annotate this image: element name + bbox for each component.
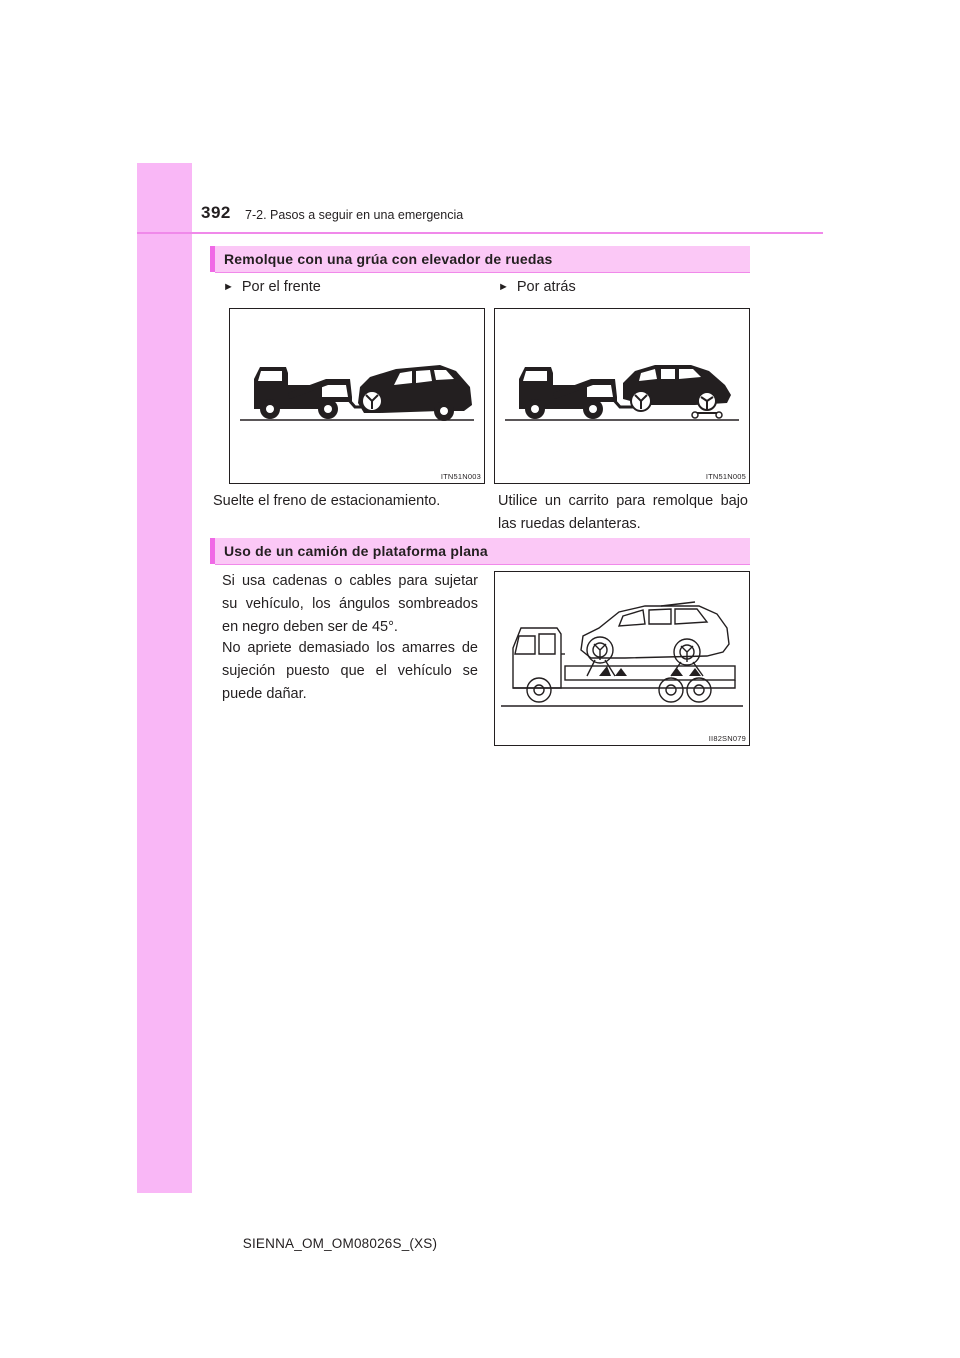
caption-rear-text: Por atrás [516, 279, 576, 295]
text-front-instruction: Suelte el freno de estacionamiento. [213, 493, 441, 509]
header-rule [137, 232, 823, 234]
figure-tow-front [229, 308, 485, 484]
caption-front [223, 279, 321, 295]
page-number: 392 [201, 203, 231, 222]
heading-underline [215, 564, 750, 565]
tow-front-illustration [230, 309, 484, 483]
figure-flatbed [494, 571, 750, 746]
figure-tow-rear [494, 308, 750, 484]
figure-code: II82SN079 [708, 734, 746, 743]
figure-code: ITN51N005 [705, 472, 746, 481]
section-title: 7-2. Pasos a seguir en una emergencia [245, 208, 464, 222]
tow-rear-illustration [495, 309, 749, 483]
text-rear-instruction: Utilice un carrito para remolque bajo las ruedas delanteras. [498, 493, 748, 532]
text-flatbed-para1: Si usa cadenas o cables para sujetar su vehículo, los ángulos sombreados en negro deben ser de 45°. [222, 573, 478, 635]
flatbed-illustration [495, 572, 749, 745]
footer-doc-code: SIENNA_OM_OM08026S_(XS) [242, 1236, 438, 1251]
heading-flatbed [210, 538, 750, 564]
caption-rear [498, 279, 576, 295]
heading-underline [215, 272, 750, 273]
triangle-right-icon: ► [223, 281, 234, 293]
heading-wheel-lift-text: Remolque con una grúa con elevador de ruedas [224, 251, 553, 267]
heading-wheel-lift [210, 246, 750, 272]
text-flatbed-para2: No apriete demasiado los amarres de sujeción puesto que el vehículo se puede dañar. [222, 640, 478, 702]
chapter-sidebar [137, 163, 192, 1193]
heading-flatbed-text: Uso de un camión de plataforma plana [224, 543, 488, 559]
figure-code: ITN51N003 [440, 472, 481, 481]
caption-front-text: Por el frente [241, 279, 321, 295]
triangle-right-icon: ► [498, 281, 509, 293]
